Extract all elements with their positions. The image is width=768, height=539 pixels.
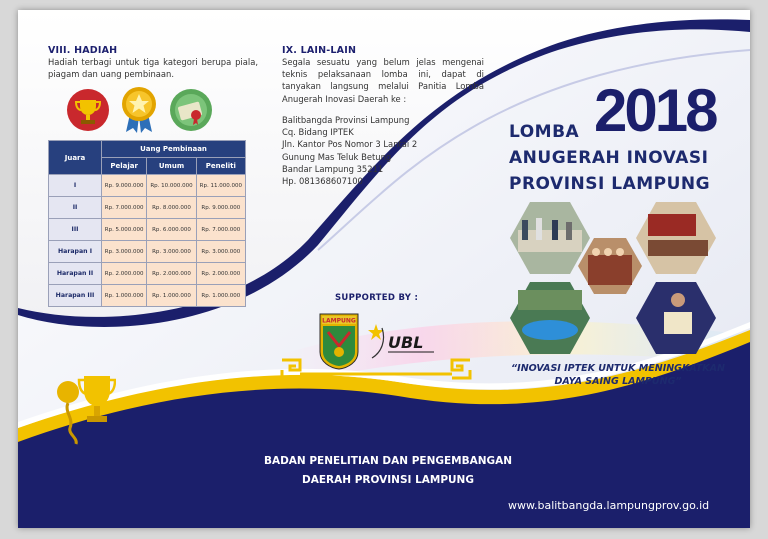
prize-cell: Rp. 1.000.000 [147, 285, 196, 307]
gold-trophy-icon [54, 372, 116, 446]
tagline-line2: DAYA SAING LAMPUNG” [554, 376, 682, 387]
group-header: Uang Pembinaan [102, 141, 246, 158]
rank-cell: Harapan I [49, 241, 102, 263]
tapis-ornament [278, 356, 474, 382]
photo-collage [508, 200, 722, 360]
section9-paragraph: Segala sesuatu yang belum jelas mengenai teknis pelaksanaan lomba ini, dapat di tanyakan langsung melalui Panitia Lomba Anugerah Inovasi Daerah ke : [282, 57, 484, 104]
prize-cell: Rp. 2.000.000 [196, 263, 245, 285]
address-line: Gunung Mas Teluk Betung [282, 151, 392, 162]
prize-cell: Rp. 1.000.000 [196, 285, 245, 307]
photo-hex-5 [636, 282, 716, 354]
svg-text:LAMPUNG: LAMPUNG [322, 317, 356, 325]
title-anugerah: ANUGERAH INOVASI [509, 148, 709, 168]
title-year: 2018 [594, 77, 716, 144]
category-header: Umum [147, 158, 196, 175]
photo-hex-2 [578, 238, 642, 294]
table-row [49, 175, 246, 197]
tagline-line1: “INOVASI IPTEK UNTUK MENINGKATKAN [511, 363, 725, 374]
prize-cell: Rp. 3.000.000 [147, 241, 196, 263]
footer-line1: BADAN PENELITIAN DAN PENGEMBANGAN [263, 455, 513, 467]
rank-cell: III [49, 219, 102, 241]
prize-cell: Rp. 3.000.000 [196, 241, 245, 263]
svg-text:UBL: UBL [388, 333, 424, 352]
prize-cell: Rp. 2.000.000 [147, 263, 196, 285]
table-row [49, 285, 246, 307]
rank-cell: I [49, 175, 102, 197]
table-row [49, 241, 246, 263]
prize-table [48, 140, 246, 307]
section9-heading: IX. LAIN-LAIN [282, 45, 357, 56]
address-line: Balitbangda Provinsi Lampung [282, 115, 410, 125]
contact-address [282, 114, 492, 187]
rank-cell: Harapan III [49, 285, 102, 307]
address-line: Cq. Bidang IPTEK [282, 127, 354, 138]
photo-hex-4 [510, 282, 590, 354]
brochure [18, 10, 750, 528]
prize-cell: Rp. 9.000.000 [196, 197, 245, 219]
col-juara: Juara [49, 141, 102, 175]
address-line: Bandar Lampung 35211 [282, 163, 384, 174]
table-row [49, 197, 246, 219]
prize-cell: Rp. 7.000.000 [102, 197, 147, 219]
category-header: Pelajar [102, 158, 147, 175]
table-row [49, 263, 246, 285]
prize-table-body [49, 175, 246, 307]
prize-cell: Rp. 11.000.000 [196, 175, 245, 197]
prize-cell: Rp. 10.000.000 [147, 175, 196, 197]
rank-cell: II [49, 197, 102, 219]
trophy-icon [66, 88, 110, 132]
address-line: Hp. 081368607100 [282, 176, 363, 187]
rank-cell: Harapan II [49, 263, 102, 285]
title-lomba: LOMBA [509, 122, 580, 142]
photo-hex-3 [636, 202, 716, 274]
supported-by-label: SUPPORTED BY : [335, 293, 419, 303]
medal-icon [118, 86, 160, 134]
address-line: Jln. Kantor Pos Nomor 3 Lantai 2 [282, 139, 418, 150]
prize-cell: Rp. 9.000.000 [102, 175, 147, 197]
section8-heading: VIII. HADIAH [48, 45, 118, 56]
prize-cell: Rp. 6.000.000 [147, 219, 196, 241]
prize-cell: Rp. 2.000.000 [102, 263, 147, 285]
website-link[interactable]: www.balitbangda.lampungprov.go.id [508, 499, 710, 512]
prize-cell: Rp. 7.000.000 [196, 219, 245, 241]
footer-line2: DAERAH PROVINSI LAMPUNG [302, 474, 474, 486]
table-row [49, 219, 246, 241]
prize-cell: Rp. 1.000.000 [102, 285, 147, 307]
section8-text: Hadiah terbagi untuk tiga kategori berupa piala, piagam dan uang pembinaan. [48, 57, 258, 80]
prize-cell: Rp. 5.000.000 [102, 219, 147, 241]
photo-hex-1 [510, 202, 590, 274]
title-provinsi: PROVINSI LAMPUNG [509, 174, 711, 194]
prize-cell: Rp. 3.000.000 [102, 241, 147, 263]
category-header: Peneliti [196, 158, 245, 175]
certificate-icon [169, 88, 213, 132]
tagline [506, 362, 730, 388]
footer-org [238, 452, 538, 490]
prize-cell: Rp. 8.000.000 [147, 197, 196, 219]
